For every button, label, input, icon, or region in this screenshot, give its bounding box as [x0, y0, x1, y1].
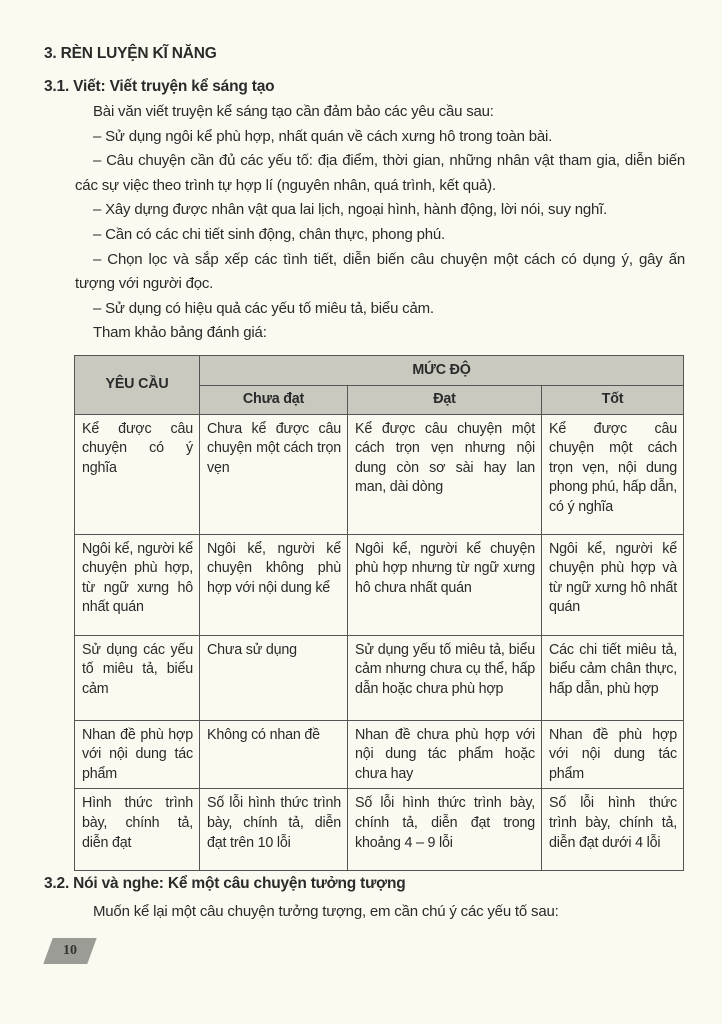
table-row [75, 789, 684, 871]
paragraph: Tham khảo bảng đánh giá: [93, 324, 267, 342]
paragraph: – Chọn lọc và sắp xếp các tình tiết, diễn biến câu chuyện một cách có dụng ý, gây ấn tượng với người đọc. [75, 250, 685, 293]
page-number: 10 [63, 943, 77, 958]
cell: Hình thức trình bày, chính tả, diễn đạt [75, 789, 200, 871]
cell: Nhan đề chưa phù hợp với nội dung tác phẩm hoặc chưa hay [348, 720, 542, 789]
table-row [75, 720, 684, 789]
paragraph: – Cần có các chi tiết sinh động, chân thực, phong phú. [93, 225, 445, 243]
writing-requirements [75, 100, 685, 346]
paragraph: Muốn kể lại một câu chuyện tưởng tượng, em cần chú ý các yếu tố sau: [93, 903, 559, 920]
table-row [75, 635, 684, 720]
table-row [75, 414, 684, 534]
header-level: MỨC ĐỘ [200, 356, 684, 386]
header-level-achieved: Đạt [348, 386, 542, 415]
subsection-title-speaking: 3.2. Nói và nghe: Kể một câu chuyện tưởng tượng [44, 875, 406, 892]
header-level-not-achieved: Chưa đạt [200, 386, 348, 415]
paragraph: – Sử dụng ngôi kể phù hợp, nhất quán về cách xưng hô trong toàn bài. [93, 127, 553, 145]
cell: Số lỗi hình thức trình bày, chính tả, diễn đạt dưới 4 lỗi [542, 789, 684, 871]
cell: Nhan đề phù hợp với nội dung tác phẩm [542, 720, 684, 789]
cell: Kể được câu chuyện một cách trọn vẹn nhưng nội dung còn sơ sài hay lan man, dài dòng [348, 414, 542, 534]
page-number-badge [43, 938, 96, 964]
cell: Số lỗi hình thức trình bày, chính tả, diễn đạt trên 10 lỗi [200, 789, 348, 871]
cell: Kể được câu chuyện có ý nghĩa [75, 414, 200, 534]
paragraph: Bài văn viết truyện kể sáng tạo cần đảm bảo các yêu cầu sau: [93, 103, 494, 120]
header-level-good: Tốt [542, 386, 684, 415]
cell: Sử dụng các yếu tố miêu tả, biểu cảm [75, 635, 200, 720]
table-row [75, 534, 684, 635]
section-title: 3. RÈN LUYỆN KĨ NĂNG [44, 45, 217, 62]
evaluation-table [74, 355, 684, 871]
header-requirement: YÊU CẦU [75, 356, 200, 415]
cell: Nhan đề phù hợp với nội dung tác phẩm [75, 720, 200, 789]
cell: Ngôi kể, người kể chuyện không phù hợp với nội dung kể [200, 534, 348, 635]
subsection-title-writing: 3.1. Viết: Viết truyện kể sáng tạo [44, 78, 275, 95]
paragraph: – Xây dựng được nhân vật qua lai lịch, ngoại hình, hành động, lời nói, suy nghĩ. [93, 201, 608, 219]
cell: Sử dụng yếu tố miêu tả, biểu cảm nhưng chưa cụ thể, hấp dẫn hoặc chưa phù hợp [348, 635, 542, 720]
cell: Ngôi kể, người kể chuyện phù hợp và từ ngữ xưng hô nhất quán [542, 534, 684, 635]
cell: Ngôi kể, người kể chuyện phù hợp nhưng từ ngữ xưng hô chưa nhất quán [348, 534, 542, 635]
cell: Số lỗi hình thức trình bày, chính tả, diễn đạt trong khoảng 4 – 9 lỗi [348, 789, 542, 871]
cell: Các chi tiết miêu tả, biểu cảm chân thực, hấp dẫn, phù hợp [542, 635, 684, 720]
cell: Kể được câu chuyện một cách trọn vẹn, nội dung phong phú, hấp dẫn, có ý nghĩa [542, 414, 684, 534]
cell: Không có nhan đề [200, 720, 348, 789]
cell: Chưa kể được câu chuyện một cách trọn vẹn [200, 414, 348, 534]
cell: Chưa sử dụng [200, 635, 348, 720]
closing-paragraph-block [75, 900, 685, 925]
cell: Ngôi kể, người kể chuyện phù hợp, từ ngữ xưng hô nhất quán [75, 534, 200, 635]
paragraph: – Sử dụng có hiệu quả các yếu tố miêu tả, biểu cảm. [93, 299, 434, 317]
paragraph: – Câu chuyện cần đủ các yếu tố: địa điểm, thời gian, những nhân vật tham gia, diễn biến các sự việc theo trình tự hợp lí (nguyên nhân, quá trình, kết quả). [75, 152, 685, 194]
